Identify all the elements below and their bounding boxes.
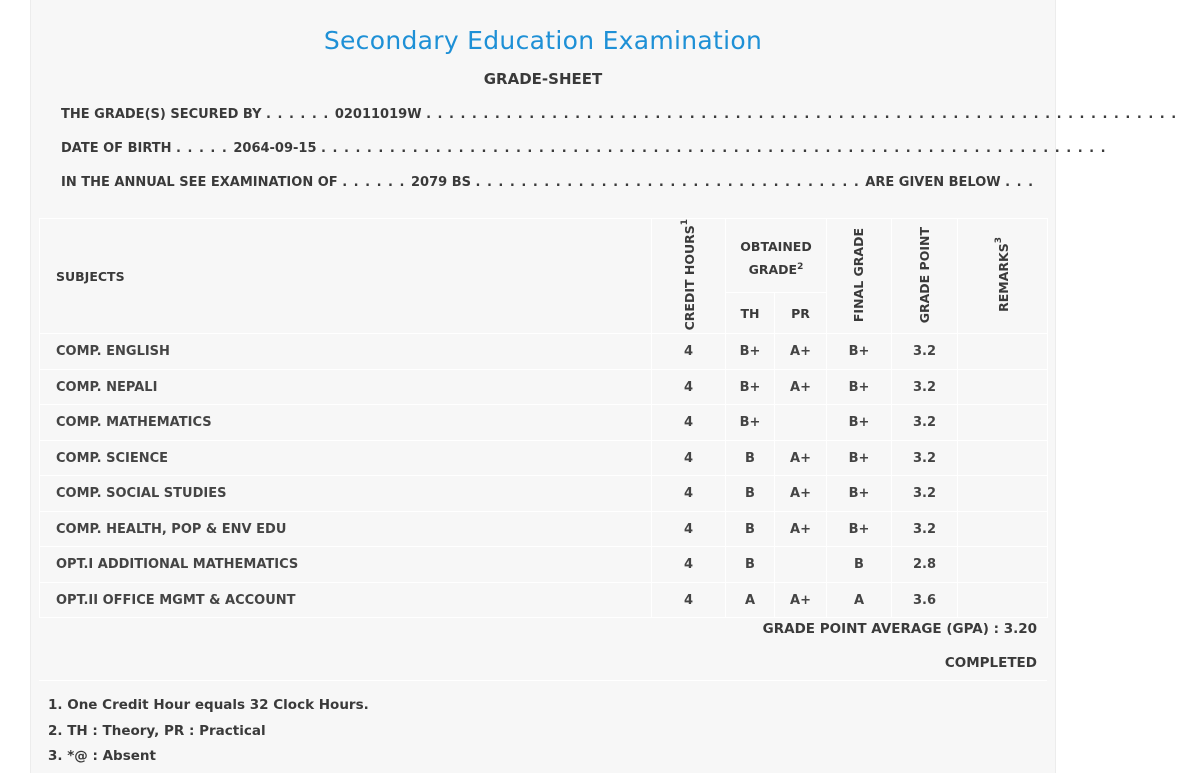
cell-credit: 4 <box>652 511 726 547</box>
given-below-label: ARE GIVEN BELOW <box>865 175 1001 190</box>
table-row <box>40 440 1048 476</box>
cell-remarks <box>958 582 1048 618</box>
cell-subject: COMP. MATHEMATICS <box>40 405 652 441</box>
grade-point-header: GRADE POINT <box>892 219 958 334</box>
page-title: Secondary Education Examination <box>323 26 763 55</box>
cell-th: B+ <box>726 334 775 370</box>
table-row <box>40 582 1048 618</box>
cell-gp: 3.2 <box>892 511 958 547</box>
cell-remarks <box>958 476 1048 512</box>
exam-line: IN THE ANNUAL SEE EXAMINATION OF . . . . . . 2079 BS . . . . . . . . . . . . . . . . . . . . . . . . . . . . . . . . . . ARE GIVEN BELOW . . . <box>61 175 1035 190</box>
cell-th: B+ <box>726 405 775 441</box>
cell-credit: 4 <box>652 369 726 405</box>
cell-subject: COMP. SOCIAL STUDIES <box>40 476 652 512</box>
cell-th: A <box>726 582 775 618</box>
subjects-header: SUBJECTS <box>40 219 652 334</box>
cell-credit: 4 <box>652 547 726 583</box>
cell-credit: 4 <box>652 476 726 512</box>
cell-subject: COMP. NEPALI <box>40 369 652 405</box>
cell-final: A <box>827 582 892 618</box>
cell-th: B <box>726 547 775 583</box>
table-row <box>40 369 1048 405</box>
cell-subject: COMP. SCIENCE <box>40 440 652 476</box>
gpa-label: GRADE POINT AVERAGE (GPA) : <box>762 621 999 637</box>
footnote-1: 1. One Credit Hour equals 32 Clock Hours. <box>48 697 369 713</box>
cell-th: B <box>726 440 775 476</box>
cell-gp: 3.6 <box>892 582 958 618</box>
cell-pr: A+ <box>775 440 827 476</box>
dob-value: 2064-09-15 <box>233 141 317 156</box>
cell-pr <box>775 405 827 441</box>
secured-by-label: THE GRADE(S) SECURED BY <box>61 107 262 122</box>
cell-pr: A+ <box>775 334 827 370</box>
cell-gp: 2.8 <box>892 547 958 583</box>
cell-gp: 3.2 <box>892 334 958 370</box>
dob-label: DATE OF BIRTH <box>61 141 172 156</box>
gpa-line <box>763 621 1037 637</box>
credit-hours-header: CREDIT HOURS$^1$ <box>652 219 726 334</box>
cell-credit: 4 <box>652 405 726 441</box>
table-row <box>40 334 1048 370</box>
cell-final: B+ <box>827 511 892 547</box>
cell-pr: A+ <box>775 582 827 618</box>
page-subtitle: GRADE-SHEET <box>483 70 603 88</box>
cell-th: B <box>726 476 775 512</box>
table-row <box>40 476 1048 512</box>
secured-by-line: THE GRADE(S) SECURED BY . . . . . . 02011019W . . . . . . . . . . . . . . . . . . . . . . . . . . . . . . . . . . . . . . . . . . . . . . . . . . . . . . . . . . . . . . . . . . <box>61 107 1177 122</box>
remarks-header: REMARKS$^3$ <box>958 219 1048 334</box>
final-grade-header: FINAL GRADE <box>827 219 892 334</box>
exam-label: IN THE ANNUAL SEE EXAMINATION OF <box>61 175 338 190</box>
cell-final: B+ <box>827 405 892 441</box>
th-header: TH <box>726 292 775 333</box>
cell-pr: A+ <box>775 369 827 405</box>
cell-subject: COMP. HEALTH, POP & ENV EDU <box>40 511 652 547</box>
cell-final: B+ <box>827 369 892 405</box>
divider <box>39 680 1047 681</box>
grade-sheet <box>30 0 1177 773</box>
cell-remarks <box>958 334 1048 370</box>
gpa-value: 3.20 <box>1003 621 1037 637</box>
cell-gp: 3.2 <box>892 440 958 476</box>
obtained-grade-header: OBTAINED GRADE$^2$ <box>726 219 827 293</box>
cell-final: B+ <box>827 334 892 370</box>
cell-credit: 4 <box>652 582 726 618</box>
cell-gp: 3.2 <box>892 405 958 441</box>
symbol-number: 02011019W <box>334 107 422 122</box>
cell-th: B <box>726 511 775 547</box>
cell-th: B+ <box>726 369 775 405</box>
pr-header: PR <box>775 292 827 333</box>
cell-gp: 3.2 <box>892 476 958 512</box>
exam-year: 2079 BS <box>410 175 471 190</box>
cell-remarks <box>958 440 1048 476</box>
cell-pr: A+ <box>775 476 827 512</box>
cell-pr <box>775 547 827 583</box>
result-status: COMPLETED <box>944 655 1037 671</box>
footnote-3: 3. *@ : Absent <box>48 748 156 764</box>
table-row <box>40 511 1048 547</box>
table-row <box>40 405 1048 441</box>
cell-remarks <box>958 511 1048 547</box>
cell-subject: COMP. ENGLISH <box>40 334 652 370</box>
cell-remarks <box>958 369 1048 405</box>
cell-gp: 3.2 <box>892 369 958 405</box>
footnotes <box>48 693 369 770</box>
cell-credit: 4 <box>652 440 726 476</box>
cell-subject: OPT.II OFFICE MGMT & ACCOUNT <box>40 582 652 618</box>
cell-remarks <box>958 405 1048 441</box>
cell-final: B+ <box>827 476 892 512</box>
cell-remarks <box>958 547 1048 583</box>
cell-subject: OPT.I ADDITIONAL MATHEMATICS <box>40 547 652 583</box>
cell-final: B <box>827 547 892 583</box>
cell-credit: 4 <box>652 334 726 370</box>
table-row <box>40 547 1048 583</box>
cell-pr: A+ <box>775 511 827 547</box>
grades-table <box>39 218 1048 618</box>
dob-line: DATE OF BIRTH . . . . . 2064-09-15 . . . . . . . . . . . . . . . . . . . . . . . . . . . . . . . . . . . . . . . . . . . . . . . . . . . . . . . . . . . . . . . . . . . . . <box>61 141 1107 156</box>
footnote-2: 2. TH : Theory, PR : Practical <box>48 722 266 739</box>
cell-final: B+ <box>827 440 892 476</box>
